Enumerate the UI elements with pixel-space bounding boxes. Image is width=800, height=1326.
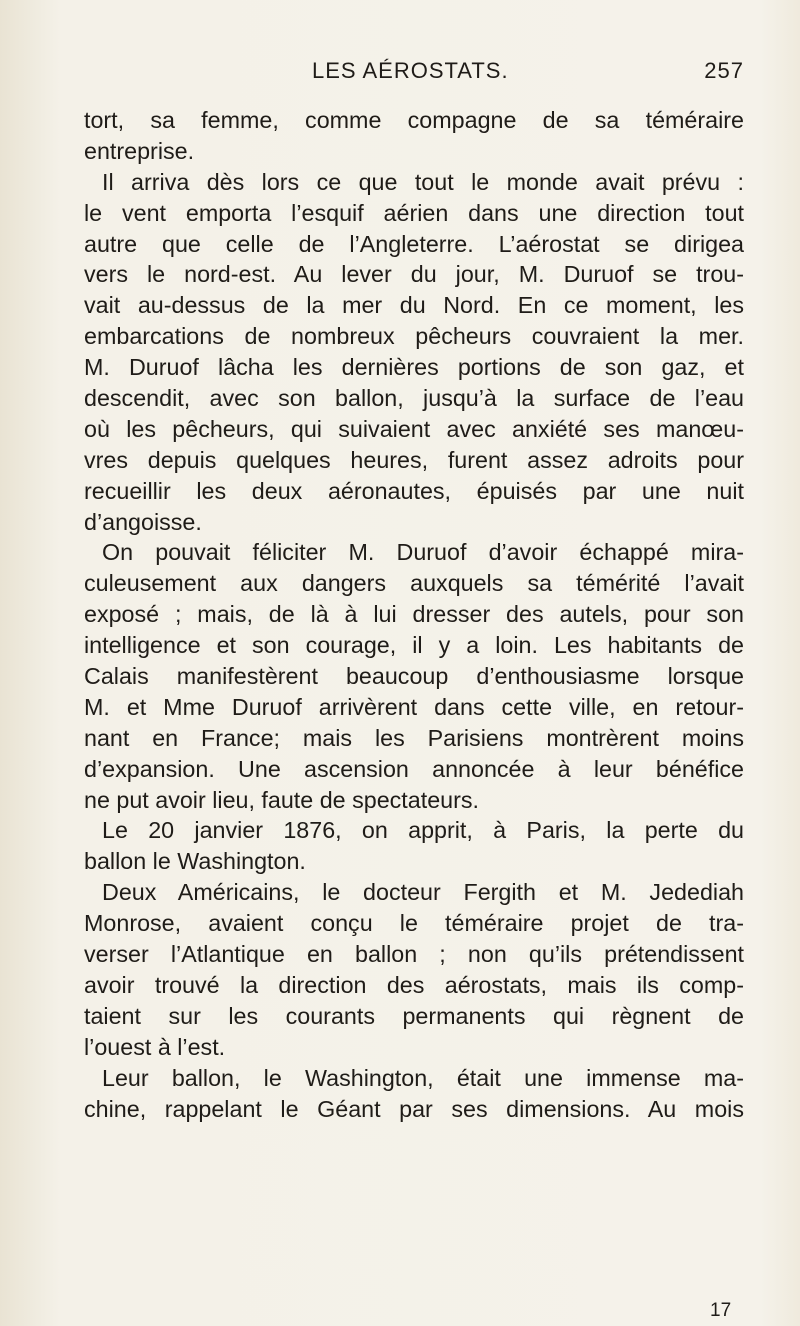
text-line: ballon le Washington. (84, 848, 306, 875)
text-line: Deux Américains, le docteur Fergith et M. Jedediah (102, 879, 744, 906)
text-line: le vent emporta l’esquif aérien dans une direction tout (84, 199, 744, 226)
text-line: embarcations de nombreux pêcheurs couvraient la mer. (84, 323, 744, 350)
text-line: d’expansion. Une ascension annoncée à leur bénéfice (84, 755, 744, 782)
page-number: 257 (704, 58, 744, 83)
text-line: chine, rappelant le Géant par ses dimensions. Au mois (84, 1095, 744, 1122)
text-line: Monrose, avaient conçu le téméraire projet de tra- (84, 910, 744, 937)
text-line: avoir trouvé la direction des aérostats, mais ils comp- (84, 971, 744, 998)
text-line: vait au-dessus de la mer du Nord. En ce moment, les (84, 292, 744, 319)
signature-mark: 17 (710, 1300, 732, 1321)
text-line: tort, sa femme, comme compagne de sa téméraire (84, 107, 744, 133)
text-line: On pouvait féliciter M. Duruof d’avoir échappé mira- (102, 539, 744, 566)
text-line: recueillir les deux aéronautes, épuisés par une nuit (84, 477, 744, 504)
text-line: Leur ballon, le Washington, était une immense ma- (102, 1064, 744, 1091)
text-line: descendit, avec son ballon, jusqu’à la surface de l’eau (84, 385, 744, 412)
page-header (84, 58, 744, 94)
text-line: entreprise. (84, 137, 195, 164)
text-line: ne put avoir lieu, faute de spectateurs. (84, 786, 480, 813)
body-text (84, 105, 744, 1124)
text-line: taient sur les courants permanents qui règnent de (84, 1002, 744, 1029)
text-line: où les pêcheurs, qui suivaient avec anxiété ses manœu- (84, 415, 744, 442)
text-line: Le 20 janvier 1876, on apprit, à Paris, la perte du (102, 817, 744, 844)
text-line: d’angoisse. (84, 508, 202, 535)
text-line: Il arriva dès lors ce que tout le monde avait prévu : (102, 168, 744, 195)
text-line: intelligence et son courage, il y a loin. Les habitants de (84, 632, 744, 659)
text-line: vres depuis quelques heures, furent assez adroits pour (84, 446, 744, 473)
text-line: l’ouest à l’est. (84, 1033, 226, 1060)
text-line: verser l’Atlantique en ballon ; non qu’ils prétendissent (84, 941, 744, 968)
text-line: Calais manifestèrent beaucoup d’enthousiasme lorsque (84, 663, 744, 690)
text-line: M. Duruof lâcha les dernières portions de son gaz, et (84, 354, 744, 381)
text-line: culeusement aux dangers auxquels sa témérité l’avait (84, 570, 744, 597)
running-title: LES AÉROSTATS. (312, 58, 509, 83)
text-line: autre que celle de l’Angleterre. L’aérostat se dirigea (84, 230, 744, 257)
text-line: nant en France; mais les Parisiens montrèrent moins (84, 724, 744, 751)
text-line: M. et Mme Duruof arrivèrent dans cette ville, en retour- (84, 693, 744, 720)
text-line: exposé ; mais, de là à lui dresser des autels, pour son (84, 601, 744, 628)
text-line: vers le nord-est. Au lever du jour, M. Duruof se trou- (84, 261, 744, 288)
